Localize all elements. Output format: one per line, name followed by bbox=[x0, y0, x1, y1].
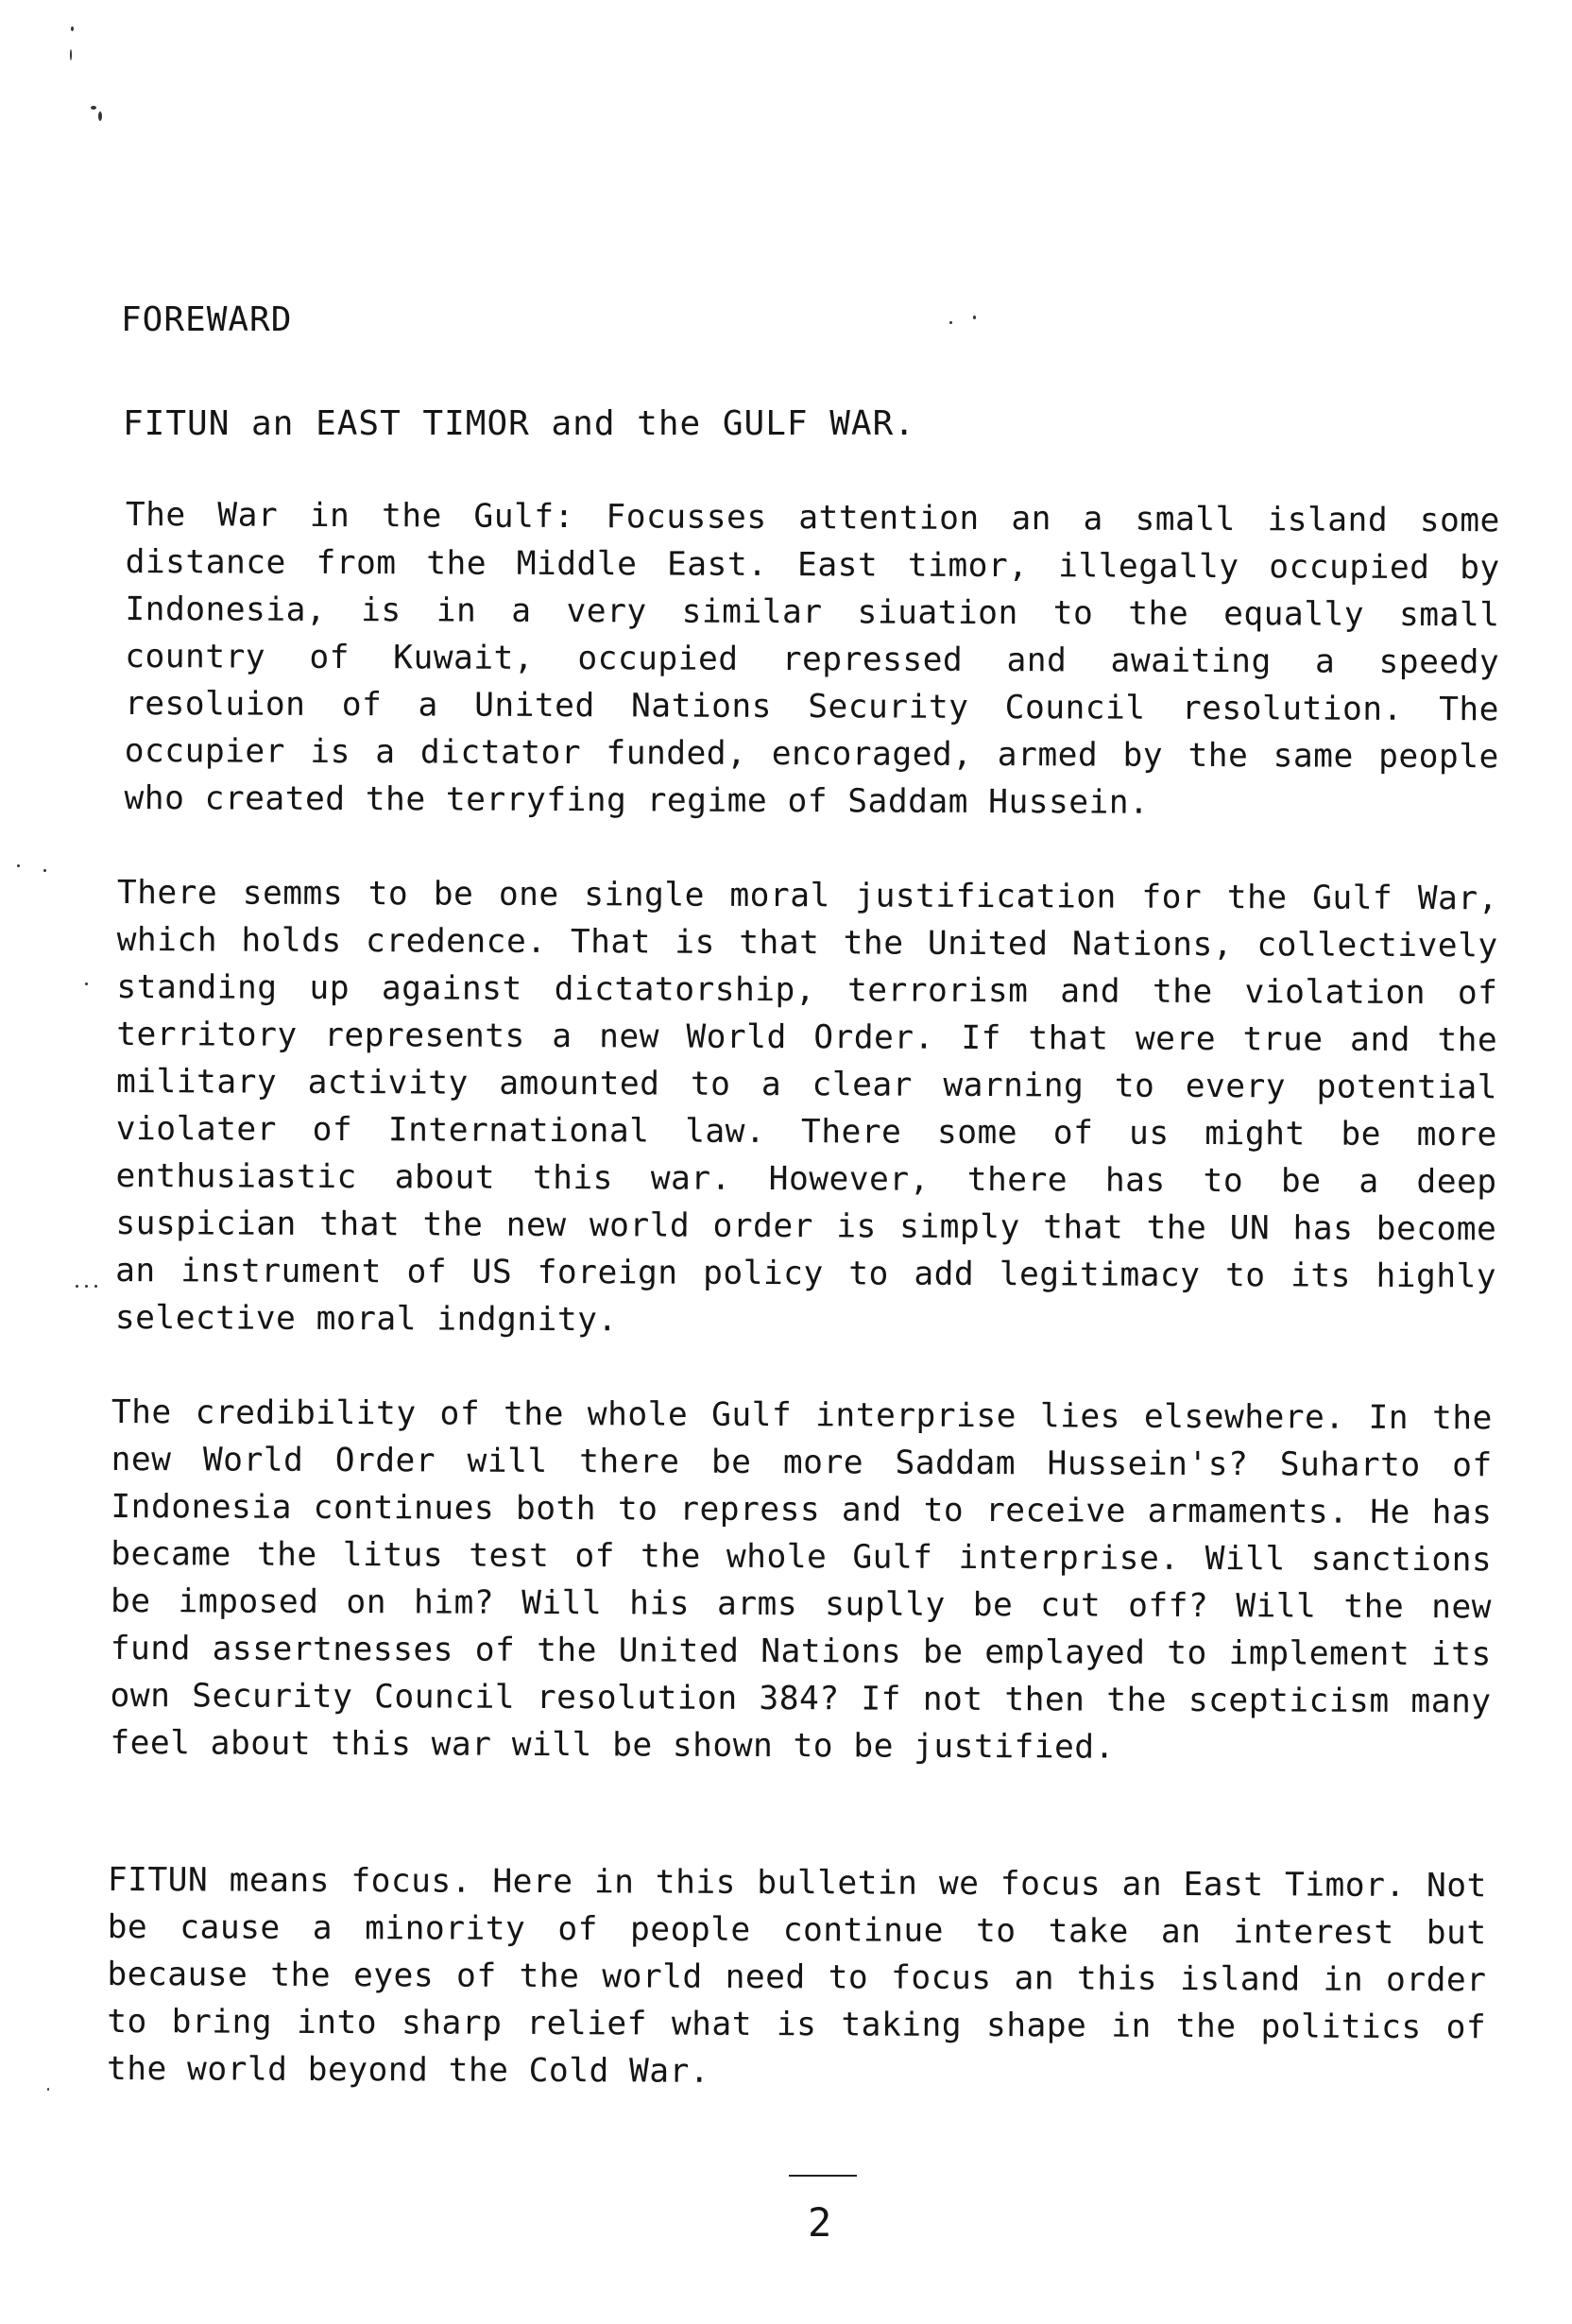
scan-speck bbox=[70, 49, 72, 60]
scan-speck bbox=[91, 106, 96, 110]
scan-speck bbox=[94, 1285, 97, 1288]
scan-speck bbox=[43, 869, 46, 872]
scan-speck bbox=[973, 316, 976, 319]
scan-speck bbox=[17, 864, 20, 867]
scan-speck bbox=[85, 983, 88, 985]
scan-speck bbox=[76, 1285, 78, 1288]
scan-speck bbox=[85, 1285, 88, 1288]
page-number: 2 bbox=[808, 2199, 832, 2246]
paragraph-2: There semms to be one single moral justification for the Gulf War, which holds credence. That is that the United Nations, collectively standing up against dictatorship, terrorism and the violation of territory represents a new World Order. If that were true and the military activity amounted to a clear warning to every potential violater of International law. There some of us might be more enthusiastic about this war. However, there has to be a deep suspician that the new world order is simply that the UN has become an instrument of US foreign policy to add legitimacy to its highly selective moral indgnity. bbox=[114, 873, 1498, 1340]
page-number-rule bbox=[789, 2175, 857, 2177]
scan-speck bbox=[98, 111, 102, 121]
scan-speck bbox=[71, 26, 74, 31]
paragraph-1: The War in the Gulf: Focusses attention an a small island some distance from the Middle East. East timor, illegally occupied by Indonesia, is in a very similar siuation to the equally small country of Kuwait, occupied repressed and awaiting a speedy resoluion of a United Nations Security Council resolution. The occupier is a dictator funded, encoraged, armed by the same people who created the terryfing regime of Saddam Hussein. bbox=[124, 495, 1500, 822]
paragraph-4: FITUN means focus. Here in this bulletin we focus an East Timor. Not be cause a minority of people continue to take an interest but because the eyes of the world need to focus an this island in order to bring into sharp relief what is taking shape in the politics of the world beyond the Cold War. bbox=[106, 1861, 1487, 2091]
document-subheading: FITUN an EAST TIMOR and the GULF WAR. bbox=[123, 404, 915, 443]
document-heading: FOREWARD bbox=[121, 300, 293, 339]
scan-speck bbox=[949, 321, 952, 324]
paragraph-3: The credibility of the whole Gulf interprise lies elsewhere. In the new World Order will there be more Saddam Hussein's? Suharto of Indonesia continues both to repress and to receive armaments. He has became the litus test of the whole Gulf interprise. Will sanctions be imposed on him? Will his arms suplly be cut off? Will the new fund assertnesses of the United Nations be emplayed to implement its own Security Council resolution 384? If not then the scepticism many feel about this war will be shown to be justified. bbox=[110, 1393, 1493, 1767]
scan-speck bbox=[47, 2088, 49, 2091]
